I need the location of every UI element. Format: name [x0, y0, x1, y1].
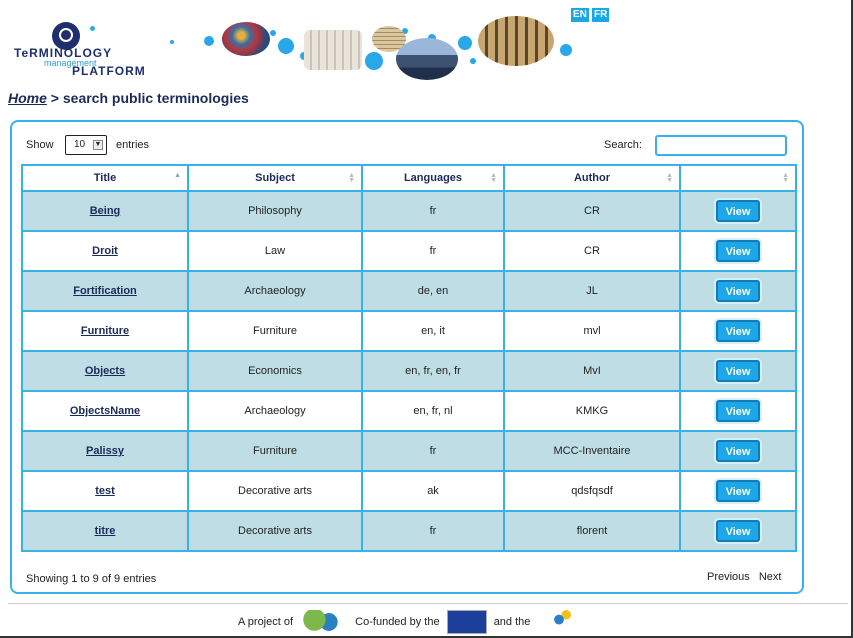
languages-cell: en, fr, en, fr — [405, 365, 461, 377]
entries-label: entries — [116, 139, 150, 151]
author-cell: florent — [576, 525, 608, 537]
author-cell: JL — [586, 285, 598, 297]
subject-cell: Furniture — [252, 325, 298, 337]
column-header-title[interactable]: Title ▲ — [22, 165, 188, 191]
table-cell — [22, 471, 188, 511]
table-cell — [188, 271, 362, 311]
table-cell — [504, 191, 680, 231]
terminology-title-link[interactable]: Objects — [84, 365, 126, 377]
decor-dot — [278, 38, 294, 54]
table-cell — [22, 191, 188, 231]
decor-dot — [270, 30, 276, 36]
subject-cell: Economics — [248, 365, 302, 377]
search-input[interactable] — [655, 135, 787, 156]
sort-asc-icon: ▲ — [174, 172, 181, 179]
cloister-photo — [478, 16, 554, 66]
view-button[interactable]: View — [716, 520, 760, 542]
table-cell — [680, 231, 796, 271]
terminology-title-link[interactable]: Droit — [92, 245, 118, 257]
terminology-title-link[interactable]: Furniture — [80, 325, 130, 337]
sort-icon: ▲ ▼ — [348, 172, 355, 184]
search-label: Search: — [604, 139, 642, 151]
author-cell: mvl — [583, 325, 601, 337]
table-cell — [680, 311, 796, 351]
terminologies-table — [21, 164, 797, 552]
table-cell — [680, 271, 796, 311]
view-button[interactable]: View — [716, 400, 760, 422]
subject-cell: Archaeology — [244, 405, 306, 417]
table-row — [22, 231, 796, 271]
column-header-author[interactable]: Author ▲ ▼ — [504, 165, 680, 191]
breadcrumb-home-link[interactable]: Home — [8, 90, 47, 106]
subject-cell: Archaeology — [244, 285, 306, 297]
subject-cell: Furniture — [252, 445, 298, 457]
languages-cell: fr — [429, 205, 437, 217]
lang-fr-button[interactable]: FR — [594, 9, 608, 20]
table-cell — [188, 471, 362, 511]
previous-button[interactable]: Previous — [707, 571, 750, 583]
decor-dot — [170, 40, 174, 44]
table-row — [22, 271, 796, 311]
view-button[interactable]: View — [716, 480, 760, 502]
table-cell — [680, 191, 796, 231]
table-cell — [22, 431, 188, 471]
view-button[interactable]: View — [716, 440, 760, 462]
decor-dot — [90, 26, 95, 31]
terminology-title-link[interactable]: test — [95, 485, 115, 497]
platform-logo[interactable] — [12, 22, 162, 82]
table-cell — [504, 231, 680, 271]
terminology-title-link[interactable]: ObjectsName — [69, 405, 141, 417]
terminology-title-link[interactable]: Palissy — [86, 445, 124, 457]
decor-dot — [560, 44, 572, 56]
table-cell — [362, 471, 504, 511]
column-header-subject[interactable]: Subject ▲ ▼ — [188, 165, 362, 191]
table-cell — [22, 351, 188, 391]
languages-cell: en, it — [421, 325, 445, 337]
view-button[interactable]: View — [716, 200, 760, 222]
table-cell — [362, 271, 504, 311]
table-header-row — [22, 165, 796, 191]
table-row — [22, 311, 796, 351]
table-cell — [188, 391, 362, 431]
decor-dot — [365, 52, 383, 70]
table-cell — [680, 391, 796, 431]
table-cell — [362, 391, 504, 431]
author-cell: CR — [584, 205, 600, 217]
breadcrumb — [8, 90, 249, 106]
terminology-title-link[interactable]: titre — [94, 525, 116, 537]
pagination-controls — [707, 571, 787, 583]
table-cell — [504, 431, 680, 471]
table-cell — [504, 311, 680, 351]
table-cell — [504, 271, 680, 311]
table-cell — [362, 511, 504, 551]
lang-en-button[interactable]: EN — [573, 9, 587, 20]
table-cell — [680, 351, 796, 391]
eu-flag-logo[interactable] — [447, 610, 487, 634]
logo-line-1: TeRMINOLOGY — [14, 46, 113, 60]
table-row — [22, 391, 796, 431]
author-cell: CR — [584, 245, 600, 257]
languages-cell: fr — [429, 525, 437, 537]
view-button[interactable]: View — [716, 320, 760, 342]
author-cell: MCC-Inventaire — [553, 445, 631, 457]
decor-dot — [204, 36, 214, 46]
view-button[interactable]: View — [716, 360, 760, 382]
and-the-label: and the — [493, 615, 531, 628]
table-cell — [362, 231, 504, 271]
subject-cell: Philosophy — [248, 205, 302, 217]
languages-cell: en, fr, nl — [413, 405, 453, 417]
linked-heritage-logo[interactable] — [300, 610, 348, 634]
stained-glass-photo — [222, 22, 270, 56]
chevron-down-icon: ▼ — [94, 141, 102, 148]
subject-cell: Law — [264, 245, 286, 257]
table-cell — [188, 191, 362, 231]
table-cell — [188, 231, 362, 271]
next-button[interactable]: Next — [758, 571, 782, 583]
author-cell: KMKG — [575, 405, 609, 417]
table-cell — [22, 311, 188, 351]
table-cell — [188, 431, 362, 471]
table-cell — [504, 511, 680, 551]
languages-cell: ak — [427, 485, 439, 497]
table-cell — [362, 191, 504, 231]
sort-icon: ▲ ▼ — [490, 172, 497, 184]
page-size-select[interactable] — [65, 135, 107, 155]
table-cell — [504, 471, 680, 511]
view-button[interactable]: View — [716, 280, 760, 302]
landscape-photo — [396, 38, 458, 80]
column-header-languages[interactable]: Languages ▲ ▼ — [362, 165, 504, 191]
table-cell — [680, 471, 796, 511]
footer-divider — [8, 603, 848, 604]
author-cell: MvI — [583, 365, 601, 377]
view-button[interactable]: View — [716, 240, 760, 262]
logo-line-3: PLATFORM — [72, 64, 146, 78]
table-cell — [22, 271, 188, 311]
table-cell — [188, 511, 362, 551]
table-row — [22, 351, 796, 391]
table-cell — [22, 391, 188, 431]
column-header-action[interactable] — [680, 165, 796, 191]
table-cell — [362, 311, 504, 351]
table-cell — [22, 231, 188, 271]
terminology-title-link[interactable]: Being — [89, 205, 121, 217]
languages-cell: fr — [429, 245, 437, 257]
terminology-title-link[interactable]: Fortification — [73, 285, 137, 297]
breadcrumb-separator: > — [46, 90, 63, 106]
author-cell: qdsfqsdf — [571, 485, 613, 497]
table-cell — [680, 511, 796, 551]
page-title: search public terminologies — [62, 90, 249, 106]
table-cell — [504, 391, 680, 431]
page-size-value: 10 — [74, 139, 86, 150]
table-row — [22, 511, 796, 551]
table-cell — [680, 431, 796, 471]
table-row — [22, 191, 796, 231]
languages-cell: de, en — [417, 285, 449, 297]
table-cell — [188, 351, 362, 391]
pagination-info: Showing 1 to 9 of 9 entries — [26, 573, 157, 585]
cofunded-label: Co-funded by the — [355, 615, 440, 628]
site-header — [0, 0, 853, 88]
table-row — [22, 431, 796, 471]
decor-dot — [470, 58, 476, 64]
sort-icon: ▲ ▼ — [782, 172, 789, 184]
subject-cell: Decorative arts — [238, 485, 312, 497]
project-of-label: A project of — [238, 615, 294, 628]
manuscript-photo — [304, 30, 362, 70]
table-cell — [504, 351, 680, 391]
decor-dot — [458, 36, 472, 50]
table-cell — [22, 511, 188, 551]
site-footer — [238, 610, 577, 634]
table-cell — [362, 431, 504, 471]
subject-cell: Decorative arts — [238, 525, 312, 537]
languages-cell: fr — [429, 445, 437, 457]
table-cell — [362, 351, 504, 391]
show-label: Show — [26, 139, 54, 151]
table-cell — [188, 311, 362, 351]
sort-icon: ▲ ▼ — [666, 172, 673, 184]
logo-line-2: management — [44, 58, 97, 68]
cip-logo[interactable] — [541, 610, 577, 634]
table-row — [22, 471, 796, 511]
